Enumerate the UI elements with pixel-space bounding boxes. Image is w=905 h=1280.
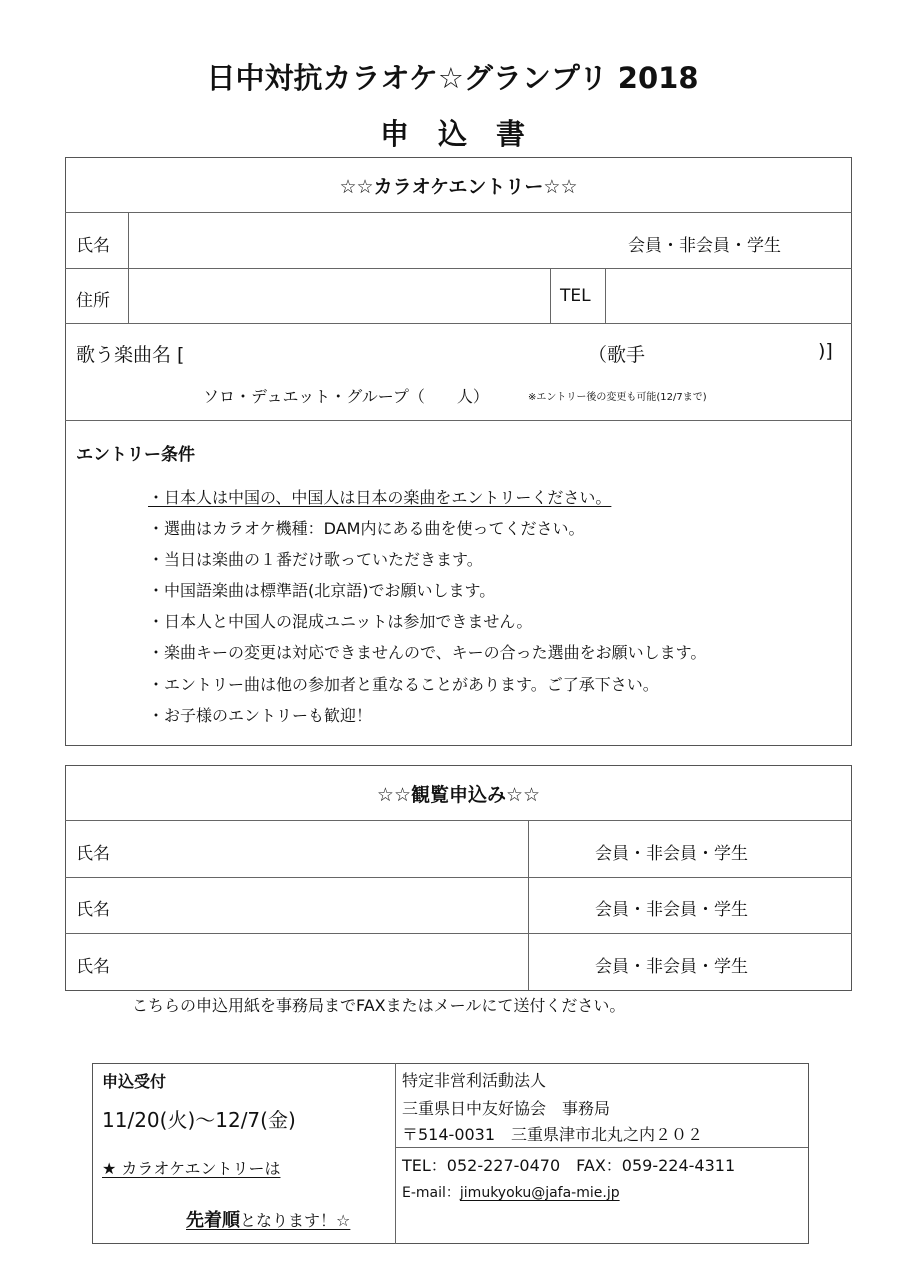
singer-label: （歌手 [588, 344, 646, 366]
viewing-membership-options[interactable]: 会員・非会員・学生 [595, 957, 748, 977]
condition-item: ・選曲はカラオケ機種：DAM内にある曲を使ってください。 [148, 519, 585, 538]
entry-membership-options[interactable]: 会員・非会員・学生 [628, 236, 781, 256]
viewing-header: ☆☆観覧申込み☆☆ [376, 784, 541, 806]
group-size-label: ソロ・デュエット・グループ（ 人） [203, 387, 489, 406]
viewing-name-field[interactable] [120, 821, 525, 876]
condition-item: ・当日は楽曲の１番だけ歌っていただきます。 [148, 550, 483, 569]
condition-item: ・中国語楽曲は標準語(北京語)でお願いします。 [148, 581, 496, 600]
contact-email-row [402, 1182, 620, 1202]
entry-tel-label: TEL [560, 286, 591, 306]
viewing-name-label: 氏名 [76, 957, 110, 977]
viewing-name-field[interactable] [120, 934, 525, 989]
entry-tel-field[interactable] [607, 269, 850, 322]
entry-header: ☆☆カラオケエントリー☆☆ [339, 176, 578, 198]
reception-period: 11/20(火)〜12/7(金) [102, 1108, 296, 1132]
submission-instruction: こちらの申込用紙を事務局までFAXまたはメールにて送付ください。 [132, 996, 626, 1015]
conditions-title: エントリー条件 [76, 445, 195, 465]
viewing-membership-options[interactable]: 会員・非会員・学生 [595, 844, 748, 864]
condition-item: ・日本人は中国の、中国人は日本の楽曲をエントリーください。 [148, 488, 612, 507]
condition-item: ・お子様のエントリーも歓迎！ [148, 706, 373, 725]
song-label: 歌う楽曲名 [ [76, 344, 185, 366]
document-subtitle: 申 込 書 [379, 117, 525, 151]
entry-address-label: 住所 [76, 291, 110, 311]
email-link[interactable]: jimukyoku@jafa-mie.jp [459, 1185, 620, 1201]
condition-item: ・エントリー曲は他の参加者と重なることがあります。ご了承下さい。 [148, 675, 659, 694]
contact-address: 〒514-0031 三重県津市北丸之内２０２ [402, 1125, 704, 1144]
viewing-membership-options[interactable]: 会員・非会員・学生 [595, 900, 748, 920]
viewing-name-field[interactable] [120, 878, 525, 932]
entry-address-field[interactable] [130, 269, 548, 322]
viewing-name-label: 氏名 [76, 900, 110, 920]
reception-note: ★ カラオケエントリーは [102, 1159, 281, 1178]
contact-name: 三重県日中友好協会 事務局 [402, 1099, 611, 1118]
entry-name-label: 氏名 [76, 236, 110, 256]
contact-telfax: TEL：052-227-0470 FAX：059-224-4311 [402, 1156, 736, 1175]
email-label: E-mail： [402, 1185, 460, 1201]
first-come-label: 先着順 [186, 1210, 240, 1231]
reception-note-2 [186, 1206, 350, 1232]
reception-title: 申込受付 [102, 1072, 167, 1091]
contact-org: 特定非営利活動法人 [402, 1071, 547, 1090]
condition-item: ・楽曲キーの変更は対応できませんので、キーの合った選曲をお願いします。 [148, 643, 707, 662]
song-close-bracket: )] [818, 340, 833, 362]
condition-item: ・日本人と中国人の混成ユニットは参加できません。 [148, 612, 533, 631]
document-title: 日中対抗カラオケ☆グランプリ 2018 [206, 61, 699, 95]
entry-name-field[interactable] [130, 213, 610, 267]
first-come-rest: となります！☆ [240, 1211, 351, 1230]
group-note: ※エントリー後の変更も可能(12/7まで) [528, 392, 707, 403]
viewing-name-label: 氏名 [76, 844, 110, 864]
